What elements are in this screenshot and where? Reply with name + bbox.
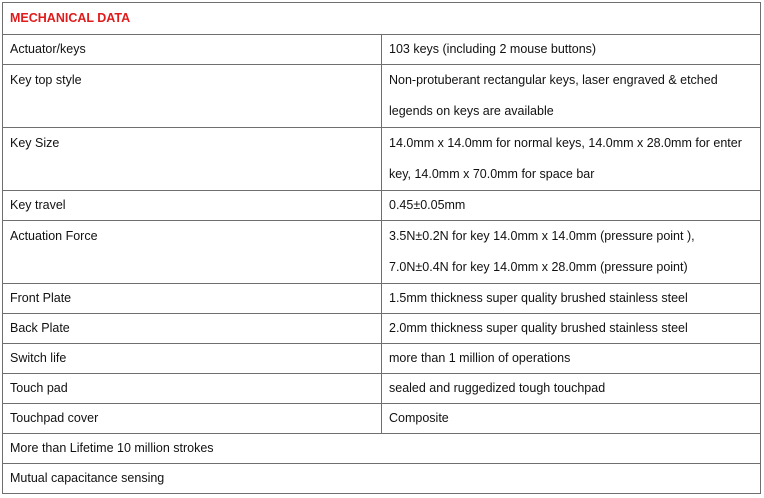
row-label: Key travel	[3, 191, 382, 221]
row-value: Composite	[382, 404, 761, 434]
row-label: Touch pad	[3, 374, 382, 404]
note-text: Mutual capacitance sensing	[3, 464, 761, 494]
table-row	[3, 284, 761, 314]
row-value: 0.45±0.05mm	[382, 191, 761, 221]
note-row	[3, 464, 761, 494]
row-label: Back Plate	[3, 314, 382, 344]
table-row	[3, 35, 761, 65]
row-label: Actuator/keys	[3, 35, 382, 65]
mechanical-data-table	[2, 2, 761, 494]
row-label: Touchpad cover	[3, 404, 382, 434]
row-value: more than 1 million of operations	[382, 344, 761, 374]
table-row	[3, 128, 761, 191]
row-value: Non-protuberant rectangular keys, laser engraved & etched legends on keys are available	[382, 65, 761, 128]
section-title: MECHANICAL DATA	[3, 3, 761, 35]
table-row	[3, 344, 761, 374]
table-row	[3, 191, 761, 221]
row-label: Actuation Force	[3, 221, 382, 284]
row-label: Switch life	[3, 344, 382, 374]
row-value: 103 keys (including 2 mouse buttons)	[382, 35, 761, 65]
row-value: 1.5mm thickness super quality brushed stainless steel	[382, 284, 761, 314]
row-value: 3.5N±0.2N for key 14.0mm x 14.0mm (pressure point ), 7.0N±0.4N for key 14.0mm x 28.0mm (pressure point)	[382, 221, 761, 284]
row-value: 14.0mm x 14.0mm for normal keys, 14.0mm x 28.0mm for enter key, 14.0mm x 70.0mm for space bar	[382, 128, 761, 191]
row-label: Key Size	[3, 128, 382, 191]
table-row	[3, 65, 761, 128]
table-row	[3, 314, 761, 344]
row-label: Key top style	[3, 65, 382, 128]
table-row	[3, 221, 761, 284]
table-header-row	[3, 3, 761, 35]
table-row	[3, 404, 761, 434]
table-row	[3, 374, 761, 404]
row-value: sealed and ruggedized tough touchpad	[382, 374, 761, 404]
row-label: Front Plate	[3, 284, 382, 314]
note-row	[3, 434, 761, 464]
note-text: More than Lifetime 10 million strokes	[3, 434, 761, 464]
row-value: 2.0mm thickness super quality brushed stainless steel	[382, 314, 761, 344]
